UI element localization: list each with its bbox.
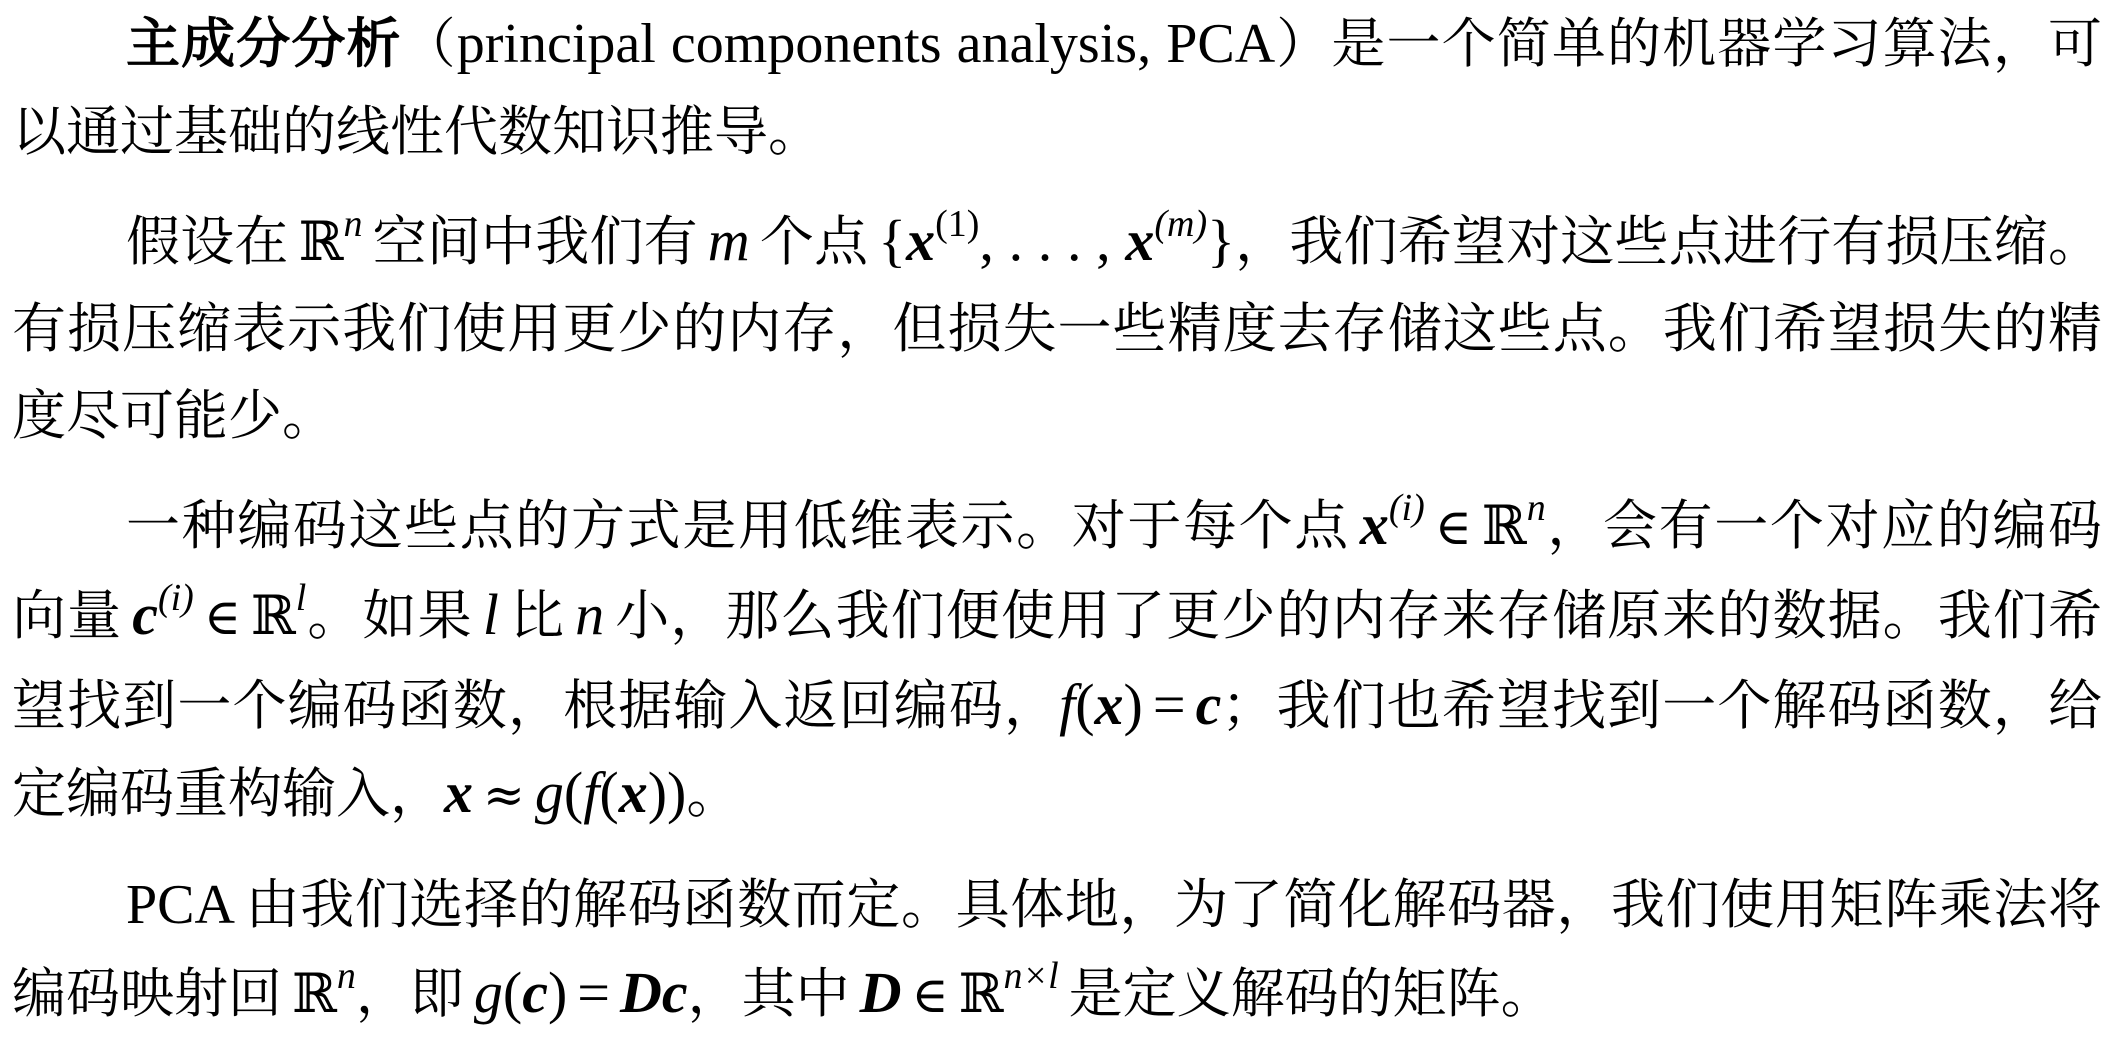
real-space-symbol: ℝ bbox=[1481, 494, 1527, 557]
paren: ( bbox=[563, 760, 584, 825]
exponent-n: n bbox=[1526, 487, 1546, 529]
space-exponent: n bbox=[343, 203, 363, 245]
set-brace-close: } bbox=[1207, 208, 1235, 273]
math-n: n bbox=[575, 582, 605, 647]
text-segment: ，我们希望对这些点进行有损压缩。有损压缩表示我们使用更少的内存，但损失一些精度去存储这些点。我们希望损失的精度尽可能少。 bbox=[12, 210, 2103, 447]
term-pca: 主成分分析 bbox=[126, 11, 402, 75]
math-c: c bbox=[522, 960, 548, 1025]
ellipsis: , . . . , bbox=[979, 208, 1126, 273]
math-f: f bbox=[583, 760, 600, 825]
math-x: x bbox=[1359, 492, 1389, 557]
math-Dc: Dc bbox=[620, 960, 688, 1025]
element-of-symbol: ∈ bbox=[911, 966, 949, 1024]
text-segment: 小，那么我们便使用了更少的内存来存储原来的数据。我们希望找到一个编码函数，根据输入返回编码， bbox=[12, 584, 2103, 737]
superscript-i: (i) bbox=[157, 577, 194, 619]
real-space-symbol: ℝ bbox=[292, 962, 337, 1025]
set-brace-open: { bbox=[878, 208, 907, 273]
math-l: l bbox=[482, 582, 499, 647]
exponent-n: n bbox=[336, 955, 356, 997]
paren-close: ） bbox=[1275, 12, 1332, 75]
superscript-i: (i) bbox=[1388, 487, 1425, 529]
paren: ( bbox=[1075, 672, 1095, 737]
text-segment: 一种编码这些点的方式是用低维表示。对于每个点 bbox=[126, 494, 1350, 557]
paren-open: （ bbox=[401, 12, 457, 75]
real-space-symbol: ℝ bbox=[250, 584, 296, 647]
math-D: D bbox=[859, 960, 902, 1025]
text-segment: 由我们选择的解码函数而定。具体地，为了简化解码器，我们使用矩阵乘法将编码映射回 bbox=[12, 873, 2102, 1025]
math-g: g bbox=[534, 760, 564, 825]
real-space-symbol: ℝ bbox=[958, 962, 1004, 1025]
math-x: x bbox=[1094, 672, 1124, 737]
pca-acronym: PCA bbox=[126, 874, 235, 936]
paren: ( bbox=[502, 960, 523, 1025]
equals-sign: = bbox=[577, 960, 611, 1025]
math-x: x bbox=[618, 760, 648, 825]
paren: ) bbox=[1123, 672, 1143, 737]
approx-symbol: ≈ bbox=[483, 766, 525, 824]
math-x: x bbox=[1125, 208, 1155, 273]
superscript-1: (1) bbox=[935, 203, 980, 245]
element-of-symbol: ∈ bbox=[203, 588, 241, 646]
text-segment: ，即 bbox=[355, 962, 464, 1025]
text-segment: 是定义解码的矩阵。 bbox=[1068, 962, 1555, 1025]
math-m: m bbox=[707, 208, 750, 273]
math-g: g bbox=[473, 960, 503, 1025]
text-segment: 比 bbox=[508, 584, 566, 647]
equals-sign: = bbox=[1152, 672, 1186, 737]
real-space-symbol: ℝ bbox=[298, 210, 344, 273]
paren: ( bbox=[599, 760, 619, 825]
text-segment: ；我们也希望找到一个解码函数，给定编码重构输入， bbox=[12, 674, 2102, 825]
exponent-n-by-l: n×l bbox=[1003, 955, 1059, 997]
intro-text: 是一个简单的机器学习算法，可以通过基础的线性代数知识推导。 bbox=[12, 12, 2103, 163]
math-f: f bbox=[1059, 672, 1076, 737]
paragraph-pca-intro bbox=[12, 0, 2102, 175]
exponent-l: l bbox=[295, 577, 307, 619]
element-of-symbol: ∈ bbox=[1434, 498, 1472, 556]
text-segment: 。如果 bbox=[306, 584, 473, 647]
text-segment: 空间中我们有 bbox=[372, 210, 698, 273]
document-page bbox=[12, 0, 2102, 1039]
paren: ) bbox=[547, 960, 568, 1025]
text-segment: 个点 bbox=[759, 210, 869, 273]
math-x: x bbox=[444, 760, 473, 825]
paragraph-encoding bbox=[12, 481, 2102, 839]
paragraph-decoding bbox=[12, 861, 2102, 1039]
text-segment: ，会有一个对应的编码向量 bbox=[12, 494, 2103, 647]
math-x: x bbox=[906, 208, 936, 273]
math-c: c bbox=[1195, 672, 1222, 737]
paragraph-lossy-compression bbox=[12, 197, 2102, 459]
superscript-m: (m) bbox=[1154, 203, 1208, 245]
math-c: c bbox=[132, 582, 158, 647]
text-segment: 假设在 bbox=[126, 210, 289, 273]
text-segment: 。 bbox=[686, 762, 741, 825]
paren: )) bbox=[647, 760, 687, 825]
text-segment: ，其中 bbox=[687, 962, 850, 1025]
english-term: principal components analysis, PCA bbox=[456, 13, 1276, 75]
